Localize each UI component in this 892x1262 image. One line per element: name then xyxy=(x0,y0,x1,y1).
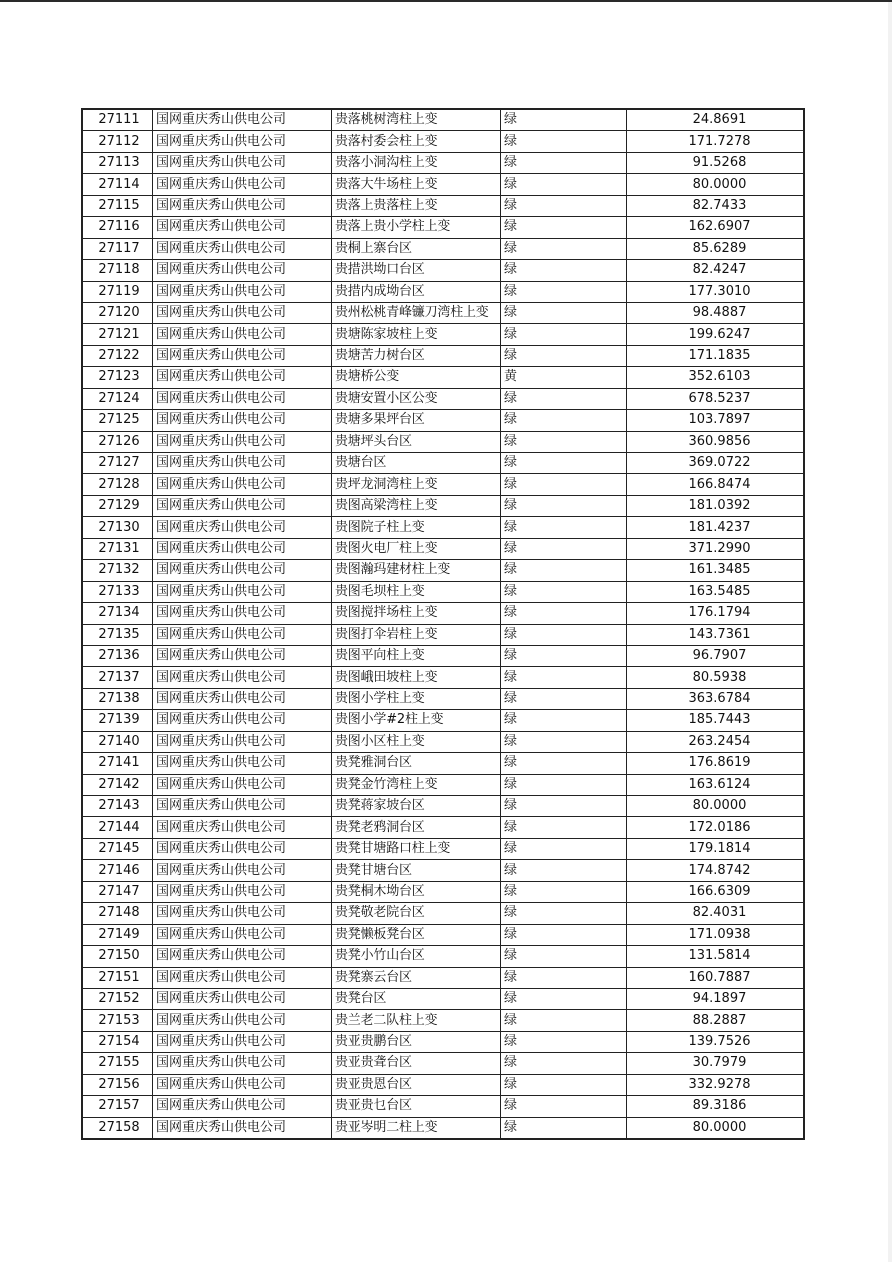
status-cell: 绿 xyxy=(501,1053,627,1074)
id-cell: 27151 xyxy=(82,967,153,988)
status-cell: 绿 xyxy=(501,453,627,474)
company-cell: 国网重庆秀山供电公司 xyxy=(153,581,332,602)
station-name-cell: 贵州松桃青峰镰刀湾柱上变 xyxy=(332,302,501,323)
station-name-cell: 贵凳敬老院台区 xyxy=(332,903,501,924)
station-name-cell: 贵图小区柱上变 xyxy=(332,731,501,752)
status-cell: 绿 xyxy=(501,645,627,666)
company-cell: 国网重庆秀山供电公司 xyxy=(153,1096,332,1117)
station-name-cell: 贵塘坪头台区 xyxy=(332,431,501,452)
id-cell: 27113 xyxy=(82,152,153,173)
value-cell: 363.6784 xyxy=(627,688,805,709)
id-cell: 27129 xyxy=(82,495,153,516)
station-name-cell: 贵亚贵乜台区 xyxy=(332,1096,501,1117)
status-cell: 绿 xyxy=(501,195,627,216)
table-row xyxy=(82,774,804,795)
value-cell: 177.3010 xyxy=(627,281,805,302)
status-cell: 绿 xyxy=(501,410,627,431)
value-cell: 171.7278 xyxy=(627,131,805,152)
value-cell: 263.2454 xyxy=(627,731,805,752)
id-cell: 27134 xyxy=(82,603,153,624)
value-cell: 163.5485 xyxy=(627,581,805,602)
id-cell: 27116 xyxy=(82,217,153,238)
company-cell: 国网重庆秀山供电公司 xyxy=(153,881,332,902)
station-name-cell: 贵塘台区 xyxy=(332,453,501,474)
status-cell: 绿 xyxy=(501,131,627,152)
value-cell: 82.4031 xyxy=(627,903,805,924)
station-name-cell: 贵凳蒋家坡台区 xyxy=(332,796,501,817)
status-cell: 绿 xyxy=(501,581,627,602)
value-cell: 30.7979 xyxy=(627,1053,805,1074)
value-cell: 166.8474 xyxy=(627,474,805,495)
value-cell: 85.6289 xyxy=(627,238,805,259)
station-name-cell: 贵落桃树湾柱上变 xyxy=(332,109,501,131)
value-cell: 94.1897 xyxy=(627,988,805,1009)
company-cell: 国网重庆秀山供电公司 xyxy=(153,131,332,152)
station-name-cell: 贵亚岑明二柱上变 xyxy=(332,1117,501,1139)
table-row xyxy=(82,281,804,302)
status-cell: 绿 xyxy=(501,731,627,752)
table-row xyxy=(82,881,804,902)
value-cell: 176.8619 xyxy=(627,753,805,774)
id-cell: 27155 xyxy=(82,1053,153,1074)
table-row xyxy=(82,1117,804,1139)
id-cell: 27123 xyxy=(82,367,153,388)
table-row xyxy=(82,1053,804,1074)
value-cell: 181.4237 xyxy=(627,517,805,538)
company-cell: 国网重庆秀山供电公司 xyxy=(153,988,332,1009)
station-name-cell: 贵落上贵落柱上变 xyxy=(332,195,501,216)
value-cell: 199.6247 xyxy=(627,324,805,345)
table-row xyxy=(82,1074,804,1095)
station-name-cell: 贵图高梁湾柱上变 xyxy=(332,495,501,516)
value-cell: 98.4887 xyxy=(627,302,805,323)
id-cell: 27156 xyxy=(82,1074,153,1095)
status-cell: 绿 xyxy=(501,152,627,173)
id-cell: 27131 xyxy=(82,538,153,559)
station-name-cell: 贵塘苦力树台区 xyxy=(332,345,501,366)
station-name-cell: 贵措内成坳台区 xyxy=(332,281,501,302)
status-cell: 绿 xyxy=(501,560,627,581)
id-cell: 27115 xyxy=(82,195,153,216)
status-cell: 绿 xyxy=(501,1031,627,1052)
table-row xyxy=(82,710,804,731)
table-row xyxy=(82,109,804,131)
value-cell: 80.0000 xyxy=(627,796,805,817)
status-cell: 绿 xyxy=(501,388,627,409)
value-cell: 80.5938 xyxy=(627,667,805,688)
company-cell: 国网重庆秀山供电公司 xyxy=(153,667,332,688)
company-cell: 国网重庆秀山供电公司 xyxy=(153,238,332,259)
company-cell: 国网重庆秀山供电公司 xyxy=(153,217,332,238)
station-name-cell: 贵图峨田坡柱上变 xyxy=(332,667,501,688)
id-cell: 27137 xyxy=(82,667,153,688)
id-cell: 27149 xyxy=(82,924,153,945)
value-cell: 161.3485 xyxy=(627,560,805,581)
station-name-cell: 贵亚贵鹏台区 xyxy=(332,1031,501,1052)
status-cell: 绿 xyxy=(501,1096,627,1117)
value-cell: 166.6309 xyxy=(627,881,805,902)
id-cell: 27152 xyxy=(82,988,153,1009)
table-row xyxy=(82,731,804,752)
id-cell: 27157 xyxy=(82,1096,153,1117)
status-cell: 绿 xyxy=(501,1074,627,1095)
station-name-cell: 贵图平向柱上变 xyxy=(332,645,501,666)
id-cell: 27136 xyxy=(82,645,153,666)
station-name-cell: 贵坪龙洞湾柱上变 xyxy=(332,474,501,495)
table-row xyxy=(82,645,804,666)
value-cell: 332.9278 xyxy=(627,1074,805,1095)
id-cell: 27119 xyxy=(82,281,153,302)
status-cell: 绿 xyxy=(501,238,627,259)
value-cell: 162.6907 xyxy=(627,217,805,238)
station-name-cell: 贵图院子柱上变 xyxy=(332,517,501,538)
id-cell: 27124 xyxy=(82,388,153,409)
company-cell: 国网重庆秀山供电公司 xyxy=(153,603,332,624)
id-cell: 27139 xyxy=(82,710,153,731)
table-row xyxy=(82,624,804,645)
table-row xyxy=(82,967,804,988)
company-cell: 国网重庆秀山供电公司 xyxy=(153,517,332,538)
id-cell: 27128 xyxy=(82,474,153,495)
table-row xyxy=(82,838,804,859)
table-row xyxy=(82,474,804,495)
company-cell: 国网重庆秀山供电公司 xyxy=(153,946,332,967)
status-cell: 绿 xyxy=(501,946,627,967)
company-cell: 国网重庆秀山供电公司 xyxy=(153,774,332,795)
station-name-cell: 贵凳甘塘路口柱上变 xyxy=(332,838,501,859)
status-cell: 绿 xyxy=(501,217,627,238)
status-cell: 绿 xyxy=(501,474,627,495)
id-cell: 27117 xyxy=(82,238,153,259)
table-row xyxy=(82,517,804,538)
status-cell: 绿 xyxy=(501,517,627,538)
value-cell: 82.7433 xyxy=(627,195,805,216)
id-cell: 27114 xyxy=(82,174,153,195)
value-cell: 181.0392 xyxy=(627,495,805,516)
page-right-edge xyxy=(888,2,892,1262)
company-cell: 国网重庆秀山供电公司 xyxy=(153,388,332,409)
table-row xyxy=(82,217,804,238)
station-name-cell: 贵凳小竹山台区 xyxy=(332,946,501,967)
id-cell: 27121 xyxy=(82,324,153,345)
company-cell: 国网重庆秀山供电公司 xyxy=(153,796,332,817)
id-cell: 27133 xyxy=(82,581,153,602)
value-cell: 82.4247 xyxy=(627,260,805,281)
status-cell: 绿 xyxy=(501,710,627,731)
company-cell: 国网重庆秀山供电公司 xyxy=(153,838,332,859)
company-cell: 国网重庆秀山供电公司 xyxy=(153,624,332,645)
data-table xyxy=(81,108,805,1140)
company-cell: 国网重庆秀山供电公司 xyxy=(153,688,332,709)
table-row xyxy=(82,924,804,945)
station-name-cell: 贵落小洞沟柱上变 xyxy=(332,152,501,173)
status-cell: 绿 xyxy=(501,345,627,366)
value-cell: 678.5237 xyxy=(627,388,805,409)
station-name-cell: 贵落村委会柱上变 xyxy=(332,131,501,152)
station-name-cell: 贵凳桐木坳台区 xyxy=(332,881,501,902)
value-cell: 80.0000 xyxy=(627,174,805,195)
table-row xyxy=(82,495,804,516)
company-cell: 国网重庆秀山供电公司 xyxy=(153,924,332,945)
table-row xyxy=(82,988,804,1009)
table-row xyxy=(82,817,804,838)
table-row xyxy=(82,1031,804,1052)
id-cell: 27132 xyxy=(82,560,153,581)
status-cell: 绿 xyxy=(501,495,627,516)
table-body xyxy=(82,109,804,1139)
station-name-cell: 贵图搅拌场柱上变 xyxy=(332,603,501,624)
id-cell: 27150 xyxy=(82,946,153,967)
status-cell: 绿 xyxy=(501,324,627,345)
status-cell: 黄 xyxy=(501,367,627,388)
value-cell: 80.0000 xyxy=(627,1117,805,1139)
value-cell: 89.3186 xyxy=(627,1096,805,1117)
company-cell: 国网重庆秀山供电公司 xyxy=(153,109,332,131)
id-cell: 27147 xyxy=(82,881,153,902)
table-row xyxy=(82,1010,804,1031)
id-cell: 27122 xyxy=(82,345,153,366)
id-cell: 27148 xyxy=(82,903,153,924)
table-row xyxy=(82,688,804,709)
value-cell: 88.2887 xyxy=(627,1010,805,1031)
value-cell: 371.2990 xyxy=(627,538,805,559)
value-cell: 185.7443 xyxy=(627,710,805,731)
status-cell: 绿 xyxy=(501,624,627,645)
value-cell: 360.9856 xyxy=(627,431,805,452)
status-cell: 绿 xyxy=(501,903,627,924)
station-name-cell: 贵凳雅洞台区 xyxy=(332,753,501,774)
id-cell: 27145 xyxy=(82,838,153,859)
table-row xyxy=(82,796,804,817)
page-top-rule xyxy=(0,0,892,2)
company-cell: 国网重庆秀山供电公司 xyxy=(153,367,332,388)
table-row xyxy=(82,753,804,774)
value-cell: 172.0186 xyxy=(627,817,805,838)
company-cell: 国网重庆秀山供电公司 xyxy=(153,431,332,452)
value-cell: 369.0722 xyxy=(627,453,805,474)
table-row xyxy=(82,324,804,345)
company-cell: 国网重庆秀山供电公司 xyxy=(153,1053,332,1074)
value-cell: 174.8742 xyxy=(627,860,805,881)
id-cell: 27111 xyxy=(82,109,153,131)
company-cell: 国网重庆秀山供电公司 xyxy=(153,560,332,581)
id-cell: 27127 xyxy=(82,453,153,474)
id-cell: 27120 xyxy=(82,302,153,323)
id-cell: 27130 xyxy=(82,517,153,538)
id-cell: 27142 xyxy=(82,774,153,795)
table-row xyxy=(82,302,804,323)
table-row xyxy=(82,131,804,152)
station-name-cell: 贵塘安置小区公变 xyxy=(332,388,501,409)
station-name-cell: 贵落大牛场柱上变 xyxy=(332,174,501,195)
station-name-cell: 贵措洪坳口台区 xyxy=(332,260,501,281)
station-name-cell: 贵图小学柱上变 xyxy=(332,688,501,709)
id-cell: 27140 xyxy=(82,731,153,752)
status-cell: 绿 xyxy=(501,796,627,817)
status-cell: 绿 xyxy=(501,688,627,709)
station-name-cell: 贵图瀚玛建材柱上变 xyxy=(332,560,501,581)
status-cell: 绿 xyxy=(501,967,627,988)
status-cell: 绿 xyxy=(501,603,627,624)
status-cell: 绿 xyxy=(501,1117,627,1139)
value-cell: 139.7526 xyxy=(627,1031,805,1052)
station-name-cell: 贵塘陈家坡柱上变 xyxy=(332,324,501,345)
id-cell: 27146 xyxy=(82,860,153,881)
table-row xyxy=(82,1096,804,1117)
station-name-cell: 贵亚贵恩台区 xyxy=(332,1074,501,1095)
id-cell: 27125 xyxy=(82,410,153,431)
table-row xyxy=(82,410,804,431)
status-cell: 绿 xyxy=(501,860,627,881)
company-cell: 国网重庆秀山供电公司 xyxy=(153,152,332,173)
company-cell: 国网重庆秀山供电公司 xyxy=(153,538,332,559)
id-cell: 27143 xyxy=(82,796,153,817)
station-name-cell: 贵凳老鸦洞台区 xyxy=(332,817,501,838)
value-cell: 143.7361 xyxy=(627,624,805,645)
status-cell: 绿 xyxy=(501,924,627,945)
value-cell: 176.1794 xyxy=(627,603,805,624)
table-row xyxy=(82,860,804,881)
company-cell: 国网重庆秀山供电公司 xyxy=(153,474,332,495)
station-name-cell: 贵图毛坝柱上变 xyxy=(332,581,501,602)
table-row xyxy=(82,345,804,366)
value-cell: 91.5268 xyxy=(627,152,805,173)
company-cell: 国网重庆秀山供电公司 xyxy=(153,817,332,838)
company-cell: 国网重庆秀山供电公司 xyxy=(153,1074,332,1095)
value-cell: 24.8691 xyxy=(627,109,805,131)
station-name-cell: 贵凳台区 xyxy=(332,988,501,1009)
status-cell: 绿 xyxy=(501,753,627,774)
table-row xyxy=(82,174,804,195)
table-row xyxy=(82,667,804,688)
table-row xyxy=(82,581,804,602)
company-cell: 国网重庆秀山供电公司 xyxy=(153,324,332,345)
station-name-cell: 贵凳懒板凳台区 xyxy=(332,924,501,945)
status-cell: 绿 xyxy=(501,260,627,281)
table-row xyxy=(82,238,804,259)
status-cell: 绿 xyxy=(501,817,627,838)
company-cell: 国网重庆秀山供电公司 xyxy=(153,281,332,302)
status-cell: 绿 xyxy=(501,431,627,452)
table-row xyxy=(82,903,804,924)
table-row xyxy=(82,260,804,281)
value-cell: 131.5814 xyxy=(627,946,805,967)
station-name-cell: 贵图打伞岩柱上变 xyxy=(332,624,501,645)
company-cell: 国网重庆秀山供电公司 xyxy=(153,345,332,366)
company-cell: 国网重庆秀山供电公司 xyxy=(153,710,332,731)
status-cell: 绿 xyxy=(501,281,627,302)
id-cell: 27153 xyxy=(82,1010,153,1031)
company-cell: 国网重庆秀山供电公司 xyxy=(153,967,332,988)
id-cell: 27144 xyxy=(82,817,153,838)
company-cell: 国网重庆秀山供电公司 xyxy=(153,731,332,752)
company-cell: 国网重庆秀山供电公司 xyxy=(153,753,332,774)
id-cell: 27141 xyxy=(82,753,153,774)
station-name-cell: 贵图火电厂柱上变 xyxy=(332,538,501,559)
station-name-cell: 贵落上贵小学柱上变 xyxy=(332,217,501,238)
id-cell: 27158 xyxy=(82,1117,153,1139)
company-cell: 国网重庆秀山供电公司 xyxy=(153,260,332,281)
station-name-cell: 贵塘桥公变 xyxy=(332,367,501,388)
station-name-cell: 贵亚贵聋台区 xyxy=(332,1053,501,1074)
company-cell: 国网重庆秀山供电公司 xyxy=(153,903,332,924)
company-cell: 国网重庆秀山供电公司 xyxy=(153,1117,332,1139)
station-name-cell: 贵桐上寨台区 xyxy=(332,238,501,259)
id-cell: 27126 xyxy=(82,431,153,452)
company-cell: 国网重庆秀山供电公司 xyxy=(153,195,332,216)
value-cell: 163.6124 xyxy=(627,774,805,795)
status-cell: 绿 xyxy=(501,988,627,1009)
company-cell: 国网重庆秀山供电公司 xyxy=(153,174,332,195)
station-name-cell: 贵凳金竹湾柱上变 xyxy=(332,774,501,795)
table-row xyxy=(82,453,804,474)
status-cell: 绿 xyxy=(501,302,627,323)
value-cell: 352.6103 xyxy=(627,367,805,388)
table-row xyxy=(82,388,804,409)
status-cell: 绿 xyxy=(501,1010,627,1031)
status-cell: 绿 xyxy=(501,109,627,131)
company-cell: 国网重庆秀山供电公司 xyxy=(153,860,332,881)
id-cell: 27135 xyxy=(82,624,153,645)
id-cell: 27154 xyxy=(82,1031,153,1052)
station-name-cell: 贵兰老二队柱上变 xyxy=(332,1010,501,1031)
value-cell: 96.7907 xyxy=(627,645,805,666)
status-cell: 绿 xyxy=(501,538,627,559)
status-cell: 绿 xyxy=(501,881,627,902)
table-row xyxy=(82,431,804,452)
company-cell: 国网重庆秀山供电公司 xyxy=(153,645,332,666)
table-row xyxy=(82,538,804,559)
id-cell: 27118 xyxy=(82,260,153,281)
value-cell: 171.1835 xyxy=(627,345,805,366)
table-row xyxy=(82,560,804,581)
table-row xyxy=(82,946,804,967)
station-name-cell: 贵图小学#2柱上变 xyxy=(332,710,501,731)
station-name-cell: 贵凳甘塘台区 xyxy=(332,860,501,881)
status-cell: 绿 xyxy=(501,838,627,859)
id-cell: 27112 xyxy=(82,131,153,152)
value-cell: 171.0938 xyxy=(627,924,805,945)
status-cell: 绿 xyxy=(501,667,627,688)
status-cell: 绿 xyxy=(501,774,627,795)
value-cell: 103.7897 xyxy=(627,410,805,431)
company-cell: 国网重庆秀山供电公司 xyxy=(153,495,332,516)
table-row xyxy=(82,195,804,216)
company-cell: 国网重庆秀山供电公司 xyxy=(153,1031,332,1052)
status-cell: 绿 xyxy=(501,174,627,195)
value-cell: 179.1814 xyxy=(627,838,805,859)
company-cell: 国网重庆秀山供电公司 xyxy=(153,302,332,323)
table-row xyxy=(82,367,804,388)
station-name-cell: 贵塘多果坪台区 xyxy=(332,410,501,431)
company-cell: 国网重庆秀山供电公司 xyxy=(153,453,332,474)
company-cell: 国网重庆秀山供电公司 xyxy=(153,1010,332,1031)
value-cell: 160.7887 xyxy=(627,967,805,988)
company-cell: 国网重庆秀山供电公司 xyxy=(153,410,332,431)
table-row xyxy=(82,603,804,624)
id-cell: 27138 xyxy=(82,688,153,709)
station-name-cell: 贵凳寨云台区 xyxy=(332,967,501,988)
table-row xyxy=(82,152,804,173)
